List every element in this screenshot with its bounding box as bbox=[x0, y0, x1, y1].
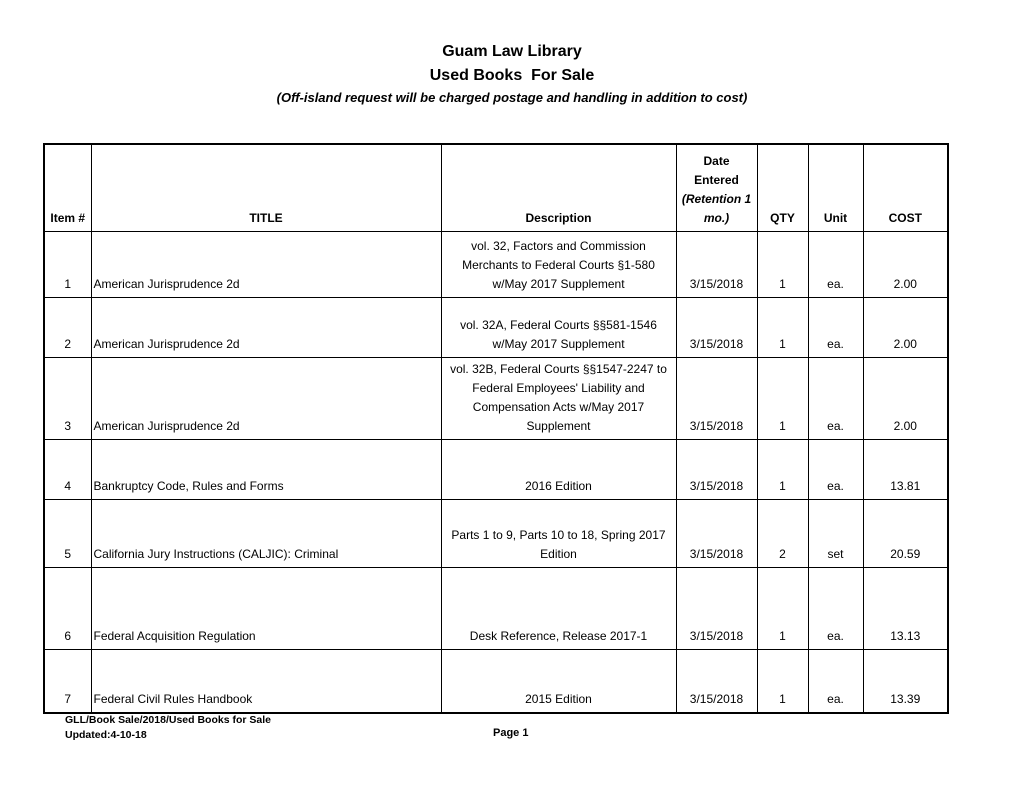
cell-title: California Jury Instructions (CALJIC): Criminal bbox=[91, 499, 441, 567]
footer-doc-info bbox=[65, 713, 271, 743]
cell-unit: ea. bbox=[808, 649, 863, 713]
cell-qty: 1 bbox=[757, 439, 808, 499]
cell-description: Parts 1 to 9, Parts 10 to 18, Spring 2017 Edition bbox=[441, 499, 676, 567]
page-title: Guam Law Library bbox=[442, 43, 582, 60]
cell-cost: 13.13 bbox=[863, 567, 948, 649]
cell-unit: ea. bbox=[808, 567, 863, 649]
cell-cost: 20.59 bbox=[863, 499, 948, 567]
column-header-title: TITLE bbox=[91, 144, 441, 231]
date-header-line4: mo.) bbox=[703, 210, 730, 225]
cell-title: Federal Civil Rules Handbook bbox=[91, 649, 441, 713]
cell-unit: set bbox=[808, 499, 863, 567]
cell-unit: ea. bbox=[808, 231, 863, 297]
column-header-description: Description bbox=[441, 144, 676, 231]
postage-note: (Off-island request will be charged postage and handling in addition to cost) bbox=[276, 90, 748, 105]
table-row bbox=[44, 231, 948, 297]
cell-description: 2016 Edition bbox=[441, 439, 676, 499]
cell-description: 2015 Edition bbox=[441, 649, 676, 713]
cell-date-entered: 3/15/2018 bbox=[676, 567, 757, 649]
cell-description: Desk Reference, Release 2017-1 bbox=[441, 567, 676, 649]
cell-item-number: 1 bbox=[44, 231, 91, 297]
table-row bbox=[44, 439, 948, 499]
cell-cost: 2.00 bbox=[863, 357, 948, 439]
cell-qty: 2 bbox=[757, 499, 808, 567]
cell-title: Bankruptcy Code, Rules and Forms bbox=[91, 439, 441, 499]
cell-unit: ea. bbox=[808, 439, 863, 499]
column-header-unit: Unit bbox=[808, 144, 863, 231]
cell-description: vol. 32A, Federal Courts §§581-1546 w/May 2017 Supplement bbox=[441, 297, 676, 357]
cell-item-number: 2 bbox=[44, 297, 91, 357]
date-header-line3: (Retention 1 bbox=[681, 191, 752, 206]
cell-item-number: 6 bbox=[44, 567, 91, 649]
cell-cost: 2.00 bbox=[863, 231, 948, 297]
cell-title: American Jurisprudence 2d bbox=[91, 297, 441, 357]
table-row bbox=[44, 567, 948, 649]
cell-item-number: 3 bbox=[44, 357, 91, 439]
cell-date-entered: 3/15/2018 bbox=[676, 649, 757, 713]
cell-date-entered: 3/15/2018 bbox=[676, 439, 757, 499]
column-header-item: Item # bbox=[44, 144, 91, 231]
document-header bbox=[0, 40, 1024, 107]
table-row bbox=[44, 499, 948, 567]
column-header-date-entered bbox=[676, 144, 757, 231]
cell-date-entered: 3/15/2018 bbox=[676, 499, 757, 567]
table-row bbox=[44, 297, 948, 357]
cell-description: vol. 32, Factors and Commission Merchants to Federal Courts §1-580 w/May 2017 Supplement bbox=[441, 231, 676, 297]
column-header-qty: QTY bbox=[757, 144, 808, 231]
cell-title: Federal Acquisition Regulation bbox=[91, 567, 441, 649]
cell-cost: 2.00 bbox=[863, 297, 948, 357]
cell-date-entered: 3/15/2018 bbox=[676, 357, 757, 439]
cell-item-number: 5 bbox=[44, 499, 91, 567]
cell-title: American Jurisprudence 2d bbox=[91, 357, 441, 439]
cell-cost: 13.81 bbox=[863, 439, 948, 499]
page-number: Page 1 bbox=[493, 727, 529, 739]
cell-date-entered: 3/15/2018 bbox=[676, 231, 757, 297]
header-row bbox=[44, 144, 948, 231]
table-row bbox=[44, 649, 948, 713]
footer-updated-date: Updated:4-10-18 bbox=[65, 729, 147, 741]
cell-qty: 1 bbox=[757, 231, 808, 297]
table-header bbox=[44, 144, 948, 231]
book-table-body bbox=[44, 231, 948, 713]
cell-qty: 1 bbox=[757, 357, 808, 439]
cell-qty: 1 bbox=[757, 567, 808, 649]
cell-description: vol. 32B, Federal Courts §§1547-2247 to Federal Employees' Liability and Compensation Acts w/May 2017 Supplement bbox=[441, 357, 676, 439]
date-header-line1: Date bbox=[703, 153, 730, 168]
column-header-cost: COST bbox=[863, 144, 948, 231]
page-subtitle: Used Books For Sale bbox=[429, 67, 595, 84]
cell-cost: 13.39 bbox=[863, 649, 948, 713]
books-table bbox=[43, 143, 949, 714]
cell-qty: 1 bbox=[757, 649, 808, 713]
cell-unit: ea. bbox=[808, 357, 863, 439]
cell-item-number: 4 bbox=[44, 439, 91, 499]
cell-unit: ea. bbox=[808, 297, 863, 357]
cell-date-entered: 3/15/2018 bbox=[676, 297, 757, 357]
table-row bbox=[44, 357, 948, 439]
books-table-container bbox=[43, 143, 949, 714]
cell-qty: 1 bbox=[757, 297, 808, 357]
date-header-line2: Entered bbox=[694, 172, 739, 187]
cell-title: American Jurisprudence 2d bbox=[91, 231, 441, 297]
cell-item-number: 7 bbox=[44, 649, 91, 713]
footer-doc-path: GLL/Book Sale/2018/Used Books for Sale bbox=[65, 714, 271, 726]
